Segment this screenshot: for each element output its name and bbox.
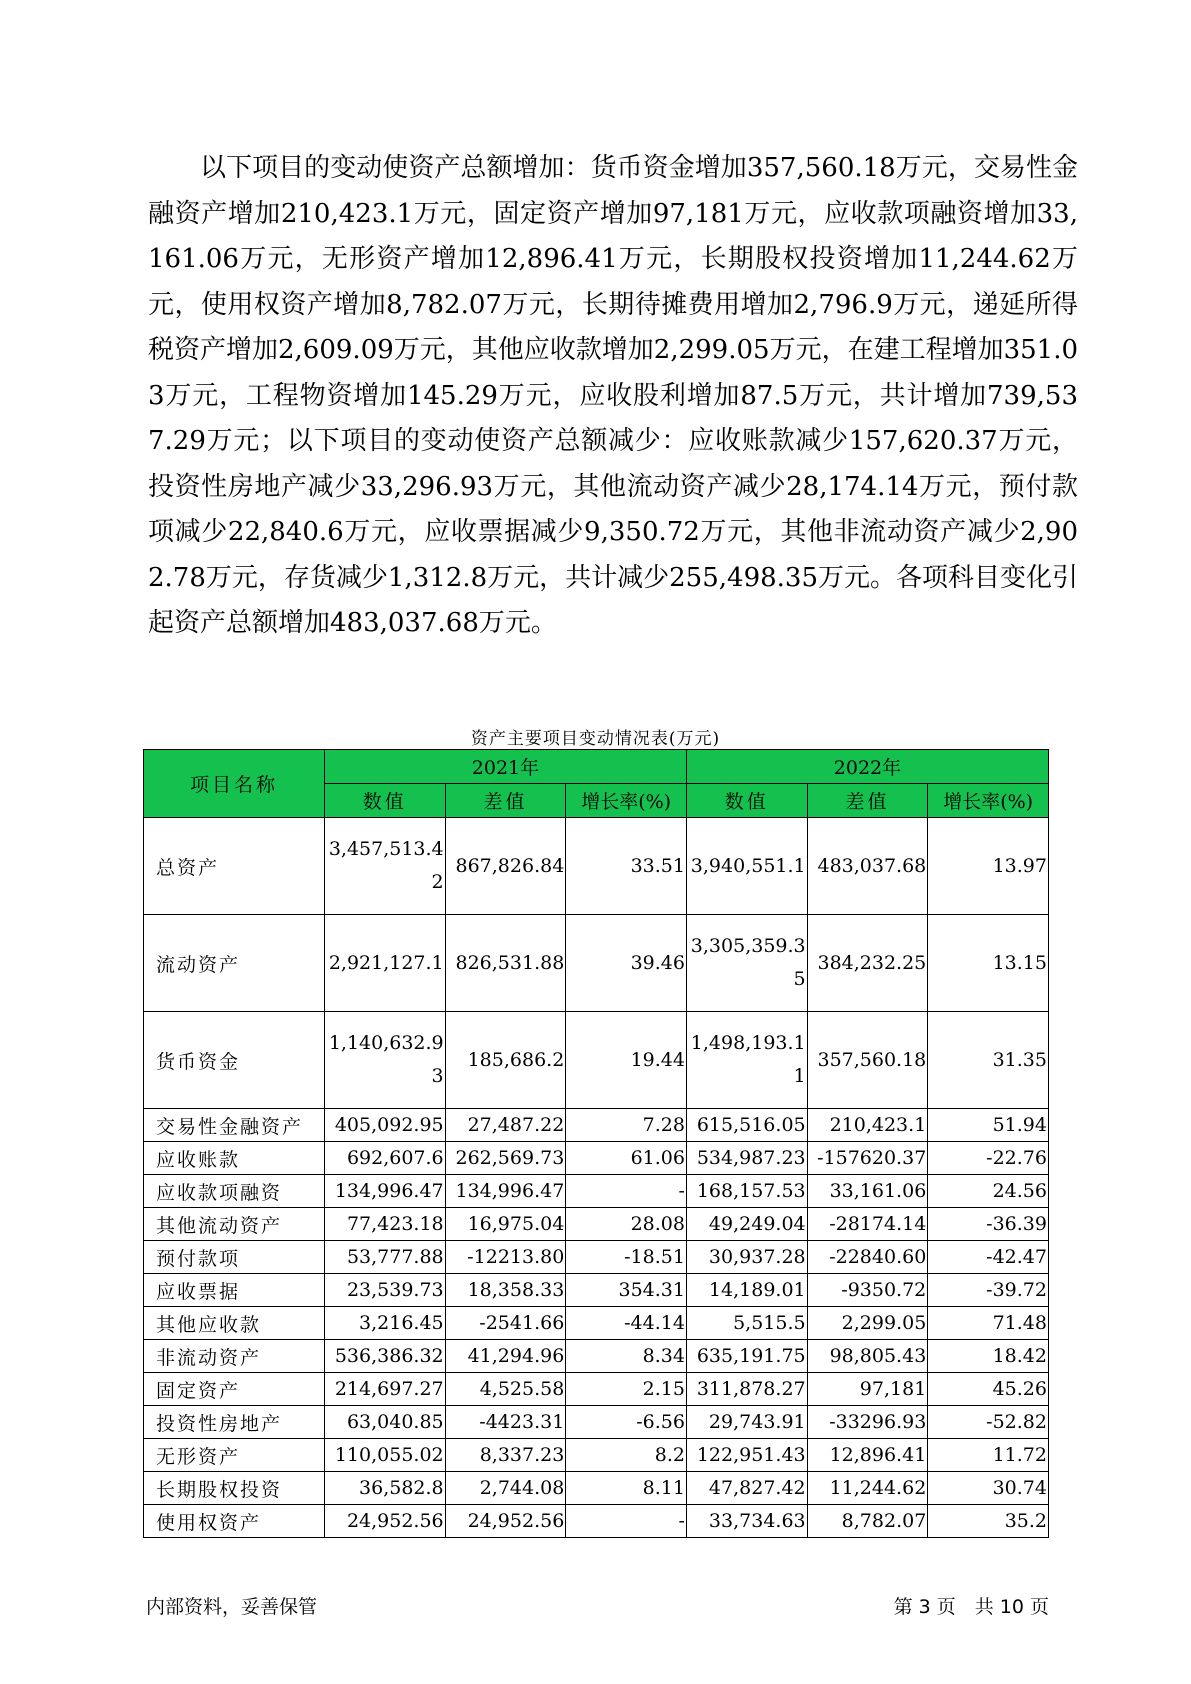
diff-2021-cell: -2541.66 — [445, 1307, 566, 1340]
diff-2021-cell: 41,294.96 — [445, 1340, 566, 1373]
diff-2021-cell: 4,525.58 — [445, 1373, 566, 1406]
rate-2021-cell: 33.51 — [566, 818, 687, 915]
asset-change-table — [143, 749, 1049, 1538]
value-2021-cell: 3,216.45 — [324, 1307, 445, 1340]
item-name-cell: 流动资产 — [144, 915, 325, 1012]
value-2022-cell: 1,498,193.11 — [686, 1012, 807, 1109]
item-name-cell: 应收款项融资 — [144, 1175, 325, 1208]
table-row — [144, 1109, 1049, 1142]
item-name-cell: 固定资产 — [144, 1373, 325, 1406]
diff-2021-cell: 262,569.73 — [445, 1142, 566, 1175]
footer-confidential-note: 内部资料，妥善保管 — [146, 1596, 318, 1618]
header-value-2022: 数值 — [686, 784, 807, 818]
rate-2021-cell: 7.28 — [566, 1109, 687, 1142]
header-rate-2022: 增长率(%) — [928, 784, 1049, 818]
value-2022-cell: 5,515.5 — [686, 1307, 807, 1340]
rate-2021-cell: 28.08 — [566, 1208, 687, 1241]
table-row — [144, 1274, 1049, 1307]
diff-2022-cell: -33296.93 — [807, 1406, 928, 1439]
table-caption: 资产主要项目变动情况表(万元) — [470, 729, 721, 749]
rate-2021-cell: -6.56 — [566, 1406, 687, 1439]
item-name-cell: 投资性房地产 — [144, 1406, 325, 1439]
table-row — [144, 1307, 1049, 1340]
item-name-cell: 交易性金融资产 — [144, 1109, 325, 1142]
item-name-cell: 应收票据 — [144, 1274, 325, 1307]
diff-2022-cell: 33,161.06 — [807, 1175, 928, 1208]
value-2022-cell: 168,157.53 — [686, 1175, 807, 1208]
header-diff-2021: 差值 — [445, 784, 566, 818]
table-row — [144, 818, 1049, 915]
header-diff-2022: 差值 — [807, 784, 928, 818]
rate-2021-cell: 39.46 — [566, 915, 687, 1012]
diff-2022-cell: 483,037.68 — [807, 818, 928, 915]
rate-2021-cell: - — [566, 1175, 687, 1208]
rate-2021-cell: 19.44 — [566, 1012, 687, 1109]
header-item-name: 项目名称 — [144, 750, 325, 818]
item-name-cell: 应收账款 — [144, 1142, 325, 1175]
rate-2022-cell: 71.48 — [928, 1307, 1049, 1340]
diff-2021-cell: 8,337.23 — [445, 1439, 566, 1472]
rate-2022-cell: 45.26 — [928, 1373, 1049, 1406]
footer-page-number: 第 3 页 共 10 页 — [893, 1596, 1049, 1618]
rate-2022-cell: -52.82 — [928, 1406, 1049, 1439]
item-name-cell: 长期股权投资 — [144, 1472, 325, 1505]
table-row — [144, 1012, 1049, 1109]
diff-2022-cell: 210,423.1 — [807, 1109, 928, 1142]
table-row — [144, 1208, 1049, 1241]
rate-2021-cell: 354.31 — [566, 1274, 687, 1307]
rate-2021-cell: -44.14 — [566, 1307, 687, 1340]
rate-2022-cell: 30.74 — [928, 1472, 1049, 1505]
table-row — [144, 1505, 1049, 1538]
header-rate-2021: 增长率(%) — [566, 784, 687, 818]
rate-2021-cell: 8.11 — [566, 1472, 687, 1505]
value-2021-cell: 63,040.85 — [324, 1406, 445, 1439]
value-2021-cell: 53,777.88 — [324, 1241, 445, 1274]
rate-2022-cell: -42.47 — [928, 1241, 1049, 1274]
diff-2021-cell: 134,996.47 — [445, 1175, 566, 1208]
diff-2022-cell: -9350.72 — [807, 1274, 928, 1307]
diff-2021-cell: 2,744.08 — [445, 1472, 566, 1505]
diff-2022-cell: 8,782.07 — [807, 1505, 928, 1538]
value-2022-cell: 30,937.28 — [686, 1241, 807, 1274]
value-2022-cell: 33,734.63 — [686, 1505, 807, 1538]
diff-2021-cell: -4423.31 — [445, 1406, 566, 1439]
table-row — [144, 1373, 1049, 1406]
diff-2022-cell: 11,244.62 — [807, 1472, 928, 1505]
value-2021-cell: 134,996.47 — [324, 1175, 445, 1208]
rate-2021-cell: - — [566, 1505, 687, 1538]
value-2022-cell: 47,827.42 — [686, 1472, 807, 1505]
diff-2022-cell: 98,805.43 — [807, 1340, 928, 1373]
table-row — [144, 1241, 1049, 1274]
item-name-cell: 使用权资产 — [144, 1505, 325, 1538]
rate-2022-cell: -36.39 — [928, 1208, 1049, 1241]
value-2021-cell: 3,457,513.42 — [324, 818, 445, 915]
rate-2022-cell: 13.15 — [928, 915, 1049, 1012]
diff-2021-cell: 18,358.33 — [445, 1274, 566, 1307]
value-2021-cell: 214,697.27 — [324, 1373, 445, 1406]
diff-2021-cell: 16,975.04 — [445, 1208, 566, 1241]
item-name-cell: 其他流动资产 — [144, 1208, 325, 1241]
rate-2022-cell: -22.76 — [928, 1142, 1049, 1175]
rate-2022-cell: -39.72 — [928, 1274, 1049, 1307]
header-year-2021: 2021年 — [324, 750, 686, 784]
table-row — [144, 1406, 1049, 1439]
rate-2021-cell: -18.51 — [566, 1241, 687, 1274]
rate-2022-cell: 11.72 — [928, 1439, 1049, 1472]
value-2021-cell: 110,055.02 — [324, 1439, 445, 1472]
rate-2022-cell: 13.97 — [928, 818, 1049, 915]
item-name-cell: 无形资产 — [144, 1439, 325, 1472]
rate-2021-cell: 8.2 — [566, 1439, 687, 1472]
value-2022-cell: 635,191.75 — [686, 1340, 807, 1373]
item-name-cell: 货币资金 — [144, 1012, 325, 1109]
value-2021-cell: 77,423.18 — [324, 1208, 445, 1241]
diff-2021-cell: 24,952.56 — [445, 1505, 566, 1538]
diff-2022-cell: -22840.60 — [807, 1241, 928, 1274]
diff-2022-cell: 97,181 — [807, 1373, 928, 1406]
rate-2021-cell: 8.34 — [566, 1340, 687, 1373]
value-2021-cell: 36,582.8 — [324, 1472, 445, 1505]
rate-2022-cell: 51.94 — [928, 1109, 1049, 1142]
diff-2022-cell: 2,299.05 — [807, 1307, 928, 1340]
diff-2021-cell: 27,487.22 — [445, 1109, 566, 1142]
diff-2021-cell: -12213.80 — [445, 1241, 566, 1274]
rate-2022-cell: 31.35 — [928, 1012, 1049, 1109]
header-year-2022: 2022年 — [686, 750, 1048, 784]
table-row — [144, 1472, 1049, 1505]
table-row — [144, 1439, 1049, 1472]
value-2021-cell: 2,921,127.1 — [324, 915, 445, 1012]
table-header-row — [144, 750, 1049, 784]
value-2022-cell: 311,878.27 — [686, 1373, 807, 1406]
diff-2022-cell: -157620.37 — [807, 1142, 928, 1175]
value-2022-cell: 14,189.01 — [686, 1274, 807, 1307]
item-name-cell: 预付款项 — [144, 1241, 325, 1274]
value-2022-cell: 3,940,551.1 — [686, 818, 807, 915]
value-2021-cell: 23,539.73 — [324, 1274, 445, 1307]
value-2022-cell: 3,305,359.35 — [686, 915, 807, 1012]
value-2022-cell: 122,951.43 — [686, 1439, 807, 1472]
diff-2021-cell: 867,826.84 — [445, 818, 566, 915]
table-row — [144, 915, 1049, 1012]
diff-2022-cell: 357,560.18 — [807, 1012, 928, 1109]
rate-2022-cell: 18.42 — [928, 1340, 1049, 1373]
value-2021-cell: 1,140,632.93 — [324, 1012, 445, 1109]
item-name-cell: 非流动资产 — [144, 1340, 325, 1373]
header-value-2021: 数值 — [324, 784, 445, 818]
rate-2022-cell: 35.2 — [928, 1505, 1049, 1538]
table-row — [144, 1340, 1049, 1373]
rate-2021-cell: 2.15 — [566, 1373, 687, 1406]
diff-2021-cell: 185,686.2 — [445, 1012, 566, 1109]
rate-2021-cell: 61.06 — [566, 1142, 687, 1175]
value-2021-cell: 536,386.32 — [324, 1340, 445, 1373]
item-name-cell: 其他应收款 — [144, 1307, 325, 1340]
value-2022-cell: 29,743.91 — [686, 1406, 807, 1439]
diff-2022-cell: 384,232.25 — [807, 915, 928, 1012]
value-2021-cell: 692,607.6 — [324, 1142, 445, 1175]
rate-2022-cell: 24.56 — [928, 1175, 1049, 1208]
value-2022-cell: 49,249.04 — [686, 1208, 807, 1241]
value-2022-cell: 615,516.05 — [686, 1109, 807, 1142]
value-2021-cell: 24,952.56 — [324, 1505, 445, 1538]
diff-2021-cell: 826,531.88 — [445, 915, 566, 1012]
table-row — [144, 1175, 1049, 1208]
body-paragraph: 以下项目的变动使资产总额增加：货币资金增加357,560.18万元，交易性金融资产增加210,423.1万元，固定资产增加97,181万元，应收款项融资增加33,161.06万元，无形资产增加12,896.41万元，长期股权投资增加11,244.62万元，使用权资产增加8,782.07万元，长期待摊费用增加2,796.9万元，递延所得税资产增加2,609.09万元，其他应收款增加2,299.05万元，在建工程增加351.03万元，工程物资增加145.29万元，应收股利增加87.5万元，共计增加739,537.29万元；以下项目的变动使资产总额减少：应收账款减少157,620.37万元，投资性房地产减少33,296.93万元，其他流动资产减少28,174.14万元，预付款项减少22,840.6万元，应收票据减少9,350.72万元，其他非流动资产减少2,902.78万元，存货减少1,312.8万元，共计减少255,498.35万元。各项科目变化引起资产总额增加483,037.68万元。 — [148, 153, 1078, 638]
table-row — [144, 1142, 1049, 1175]
value-2021-cell: 405,092.95 — [324, 1109, 445, 1142]
diff-2022-cell: 12,896.41 — [807, 1439, 928, 1472]
item-name-cell: 总资产 — [144, 818, 325, 915]
diff-2022-cell: -28174.14 — [807, 1208, 928, 1241]
value-2022-cell: 534,987.23 — [686, 1142, 807, 1175]
